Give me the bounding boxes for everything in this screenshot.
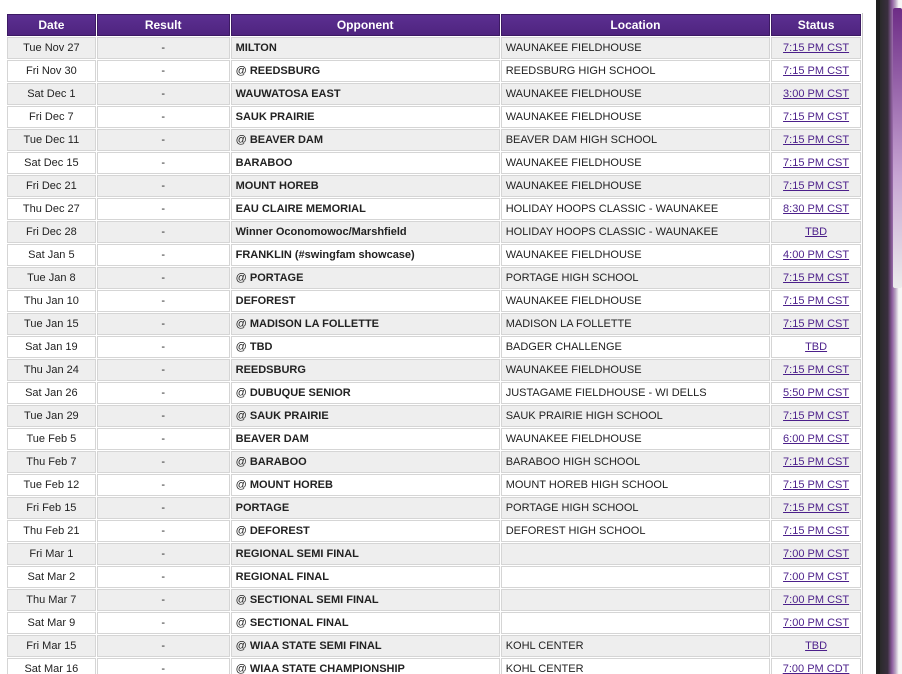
- game-opponent: [231, 175, 500, 197]
- game-date: Tue Jan 8: [7, 267, 96, 289]
- game-location: KOHL CENTER: [501, 635, 770, 657]
- status-link[interactable]: 7:15 PM CST: [783, 180, 850, 192]
- opponent-name: MILTON: [235, 42, 277, 54]
- game-result: -: [97, 497, 230, 519]
- game-result: -: [97, 37, 230, 59]
- away-marker: @: [235, 410, 250, 422]
- game-result: -: [97, 543, 230, 565]
- game-status: [771, 543, 861, 565]
- game-location: MADISON LA FOLLETTE: [501, 313, 770, 335]
- game-location: KOHL CENTER: [501, 658, 770, 674]
- game-date: Thu Mar 7: [7, 589, 96, 611]
- game-status: [771, 221, 861, 243]
- game-status: [771, 198, 861, 220]
- game-result: -: [97, 129, 230, 151]
- status-link[interactable]: 7:00 PM CST: [783, 571, 850, 583]
- game-date: Sat Dec 15: [7, 152, 96, 174]
- table-row: [7, 566, 861, 588]
- away-marker: @: [235, 525, 250, 537]
- table-row: [7, 290, 861, 312]
- opponent-name: BEAVER DAM: [235, 433, 309, 445]
- game-opponent: [231, 267, 500, 289]
- table-row: [7, 37, 861, 59]
- game-location: SAUK PRAIRIE HIGH SCHOOL: [501, 405, 770, 427]
- game-opponent: [231, 313, 500, 335]
- table-row: [7, 60, 861, 82]
- opponent-name: WIAA STATE SEMI FINAL: [249, 640, 382, 652]
- table-row: [7, 359, 861, 381]
- game-date: Fri Mar 1: [7, 543, 96, 565]
- table-row: [7, 658, 861, 674]
- game-result: -: [97, 336, 230, 358]
- game-opponent: [231, 382, 500, 404]
- away-marker: @: [235, 387, 250, 399]
- game-result: -: [97, 520, 230, 542]
- header-opponent: Opponent: [231, 14, 500, 36]
- game-result: -: [97, 474, 230, 496]
- table-row: [7, 129, 861, 151]
- game-date: Thu Jan 24: [7, 359, 96, 381]
- opponent-name: REGIONAL FINAL: [235, 571, 329, 583]
- game-opponent: [231, 221, 500, 243]
- opponent-name: MADISON LA FOLLETTE: [249, 318, 379, 330]
- table-row: [7, 221, 861, 243]
- game-location: JUSTAGAME FIELDHOUSE - WI DELLS: [501, 382, 770, 404]
- game-result: -: [97, 566, 230, 588]
- game-status: [771, 129, 861, 151]
- opponent-name: TBD: [249, 341, 273, 353]
- game-location: [501, 589, 770, 611]
- table-row: [7, 428, 861, 450]
- status-link[interactable]: 7:00 PM CST: [783, 548, 850, 560]
- game-status: [771, 566, 861, 588]
- game-opponent: [231, 543, 500, 565]
- game-result: -: [97, 106, 230, 128]
- game-location: [501, 543, 770, 565]
- table-row: [7, 83, 861, 105]
- opponent-name: REGIONAL SEMI FINAL: [235, 548, 359, 560]
- game-result: -: [97, 428, 230, 450]
- game-location: WAUNAKEE FIELDHOUSE: [501, 37, 770, 59]
- game-result: -: [97, 635, 230, 657]
- game-opponent: [231, 290, 500, 312]
- game-date: Fri Feb 15: [7, 497, 96, 519]
- away-marker: @: [235, 341, 250, 353]
- game-date: Thu Jan 10: [7, 290, 96, 312]
- game-location: [501, 612, 770, 634]
- game-result: -: [97, 267, 230, 289]
- game-result: -: [97, 83, 230, 105]
- status-link[interactable]: 7:15 PM CST: [783, 318, 850, 330]
- adjacent-window-accent: [893, 8, 902, 288]
- table-row: [7, 635, 861, 657]
- game-date: Sat Jan 5: [7, 244, 96, 266]
- status-link[interactable]: 7:15 PM CST: [783, 479, 850, 491]
- opponent-name: MOUNT HOREB: [235, 180, 319, 192]
- table-row: [7, 520, 861, 542]
- status-link[interactable]: 7:00 PM CST: [783, 617, 850, 629]
- game-result: -: [97, 60, 230, 82]
- game-opponent: [231, 359, 500, 381]
- table-row: [7, 336, 861, 358]
- opponent-name: BEAVER DAM: [249, 134, 323, 146]
- game-date: Sat Jan 19: [7, 336, 96, 358]
- opponent-name: SAUK PRAIRIE: [249, 410, 329, 422]
- status-link[interactable]: 4:00 PM CST: [783, 249, 850, 261]
- game-status: [771, 244, 861, 266]
- game-date: Sat Mar 9: [7, 612, 96, 634]
- game-opponent: [231, 244, 500, 266]
- game-status: [771, 589, 861, 611]
- game-location: BADGER CHALLENGE: [501, 336, 770, 358]
- opponent-name: WIAA STATE CHAMPIONSHIP: [249, 663, 405, 674]
- game-status: [771, 106, 861, 128]
- away-marker: @: [235, 479, 250, 491]
- status-link[interactable]: 7:00 PM CDT: [782, 663, 850, 674]
- game-opponent: [231, 106, 500, 128]
- status-link[interactable]: 7:15 PM CST: [783, 134, 850, 146]
- table-row: [7, 198, 861, 220]
- table-row: [7, 152, 861, 174]
- game-status: [771, 37, 861, 59]
- status-link[interactable]: 7:15 PM CST: [783, 295, 850, 307]
- game-location: HOLIDAY HOOPS CLASSIC - WAUNAKEE: [501, 198, 770, 220]
- status-link[interactable]: TBD: [805, 226, 828, 238]
- game-status: [771, 336, 861, 358]
- away-marker: @: [235, 640, 250, 652]
- away-marker: @: [235, 318, 250, 330]
- game-location: DEFOREST HIGH SCHOOL: [501, 520, 770, 542]
- schedule-body: [7, 37, 861, 674]
- game-location: REEDSBURG HIGH SCHOOL: [501, 60, 770, 82]
- game-opponent: [231, 566, 500, 588]
- table-row: [7, 451, 861, 473]
- game-result: -: [97, 198, 230, 220]
- status-link[interactable]: 7:15 PM CST: [783, 410, 850, 422]
- header-location: Location: [501, 14, 770, 36]
- table-row: [7, 474, 861, 496]
- game-date: Sat Mar 16: [7, 658, 96, 674]
- game-date: Fri Mar 15: [7, 635, 96, 657]
- status-link[interactable]: TBD: [805, 640, 828, 652]
- away-marker: @: [235, 272, 250, 284]
- game-location: WAUNAKEE FIELDHOUSE: [501, 175, 770, 197]
- game-result: -: [97, 359, 230, 381]
- game-date: Fri Nov 30: [7, 60, 96, 82]
- game-result: -: [97, 290, 230, 312]
- opponent-name: DUBUQUE SENIOR: [249, 387, 351, 399]
- status-link[interactable]: 7:15 PM CST: [783, 42, 850, 54]
- game-location: PORTAGE HIGH SCHOOL: [501, 267, 770, 289]
- game-date: Tue Nov 27: [7, 37, 96, 59]
- table-row: [7, 405, 861, 427]
- status-link[interactable]: 7:15 PM CST: [783, 111, 850, 123]
- game-opponent: [231, 60, 500, 82]
- opponent-name: FRANKLIN (#swingfam showcase): [235, 249, 415, 261]
- game-date: Tue Feb 12: [7, 474, 96, 496]
- game-result: -: [97, 612, 230, 634]
- game-status: [771, 635, 861, 657]
- game-opponent: [231, 451, 500, 473]
- opponent-name: Winner Oconomowoc/Marshfield: [235, 226, 407, 238]
- opponent-name: SECTIONAL SEMI FINAL: [249, 594, 379, 606]
- game-status: [771, 290, 861, 312]
- game-date: Tue Dec 11: [7, 129, 96, 151]
- game-location: WAUNAKEE FIELDHOUSE: [501, 244, 770, 266]
- game-status: [771, 497, 861, 519]
- opponent-name: DEFOREST: [235, 295, 296, 307]
- game-location: WAUNAKEE FIELDHOUSE: [501, 83, 770, 105]
- away-marker: @: [235, 134, 250, 146]
- game-status: [771, 359, 861, 381]
- opponent-name: BARABOO: [235, 157, 293, 169]
- game-location: WAUNAKEE FIELDHOUSE: [501, 359, 770, 381]
- status-link[interactable]: 7:15 PM CST: [783, 272, 850, 284]
- game-result: -: [97, 313, 230, 335]
- game-date: Sat Jan 26: [7, 382, 96, 404]
- game-opponent: [231, 198, 500, 220]
- game-date: Sat Dec 1: [7, 83, 96, 105]
- status-link[interactable]: 7:15 PM CST: [783, 364, 850, 376]
- away-marker: @: [235, 617, 250, 629]
- away-marker: @: [235, 663, 250, 674]
- game-result: -: [97, 382, 230, 404]
- game-opponent: [231, 152, 500, 174]
- game-opponent: [231, 405, 500, 427]
- status-link[interactable]: 7:15 PM CST: [783, 525, 850, 537]
- status-link[interactable]: 5:50 PM CST: [783, 387, 850, 399]
- opponent-name: SECTIONAL FINAL: [249, 617, 349, 629]
- game-status: [771, 83, 861, 105]
- table-row: [7, 382, 861, 404]
- game-status: [771, 428, 861, 450]
- opponent-name: DEFOREST: [249, 525, 310, 537]
- game-date: Sat Mar 2: [7, 566, 96, 588]
- game-result: -: [97, 658, 230, 674]
- opponent-name: REEDSBURG: [249, 65, 321, 77]
- opponent-name: SAUK PRAIRIE: [235, 111, 315, 123]
- table-row: [7, 543, 861, 565]
- game-result: -: [97, 451, 230, 473]
- opponent-name: REEDSBURG: [235, 364, 306, 376]
- game-status: [771, 520, 861, 542]
- game-result: -: [97, 221, 230, 243]
- game-date: Fri Dec 7: [7, 106, 96, 128]
- opponent-name: PORTAGE: [249, 272, 304, 284]
- game-location: PORTAGE HIGH SCHOOL: [501, 497, 770, 519]
- status-link[interactable]: 7:15 PM CST: [783, 456, 850, 468]
- game-opponent: [231, 520, 500, 542]
- game-result: -: [97, 405, 230, 427]
- header-result: Result: [97, 14, 230, 36]
- status-link[interactable]: 7:15 PM CST: [783, 157, 850, 169]
- game-location: BARABOO HIGH SCHOOL: [501, 451, 770, 473]
- game-location: [501, 566, 770, 588]
- header-date: Date: [7, 14, 96, 36]
- opponent-name: MOUNT HOREB: [249, 479, 333, 491]
- table-row: [7, 313, 861, 335]
- opponent-name: EAU CLAIRE MEMORIAL: [235, 203, 366, 215]
- table-row: [7, 244, 861, 266]
- game-status: [771, 658, 861, 674]
- table-row: [7, 589, 861, 611]
- game-opponent: [231, 428, 500, 450]
- game-date: Tue Jan 29: [7, 405, 96, 427]
- game-result: -: [97, 175, 230, 197]
- game-date: Fri Dec 28: [7, 221, 96, 243]
- game-status: [771, 612, 861, 634]
- game-status: [771, 267, 861, 289]
- game-opponent: [231, 474, 500, 496]
- game-opponent: [231, 37, 500, 59]
- status-link[interactable]: 3:00 PM CST: [783, 88, 850, 100]
- game-opponent: [231, 83, 500, 105]
- schedule-table: [6, 13, 863, 674]
- game-status: [771, 60, 861, 82]
- game-status: [771, 451, 861, 473]
- game-date: Tue Feb 5: [7, 428, 96, 450]
- status-link[interactable]: TBD: [805, 341, 828, 353]
- game-result: -: [97, 152, 230, 174]
- game-status: [771, 175, 861, 197]
- header-status: Status: [771, 14, 861, 36]
- opponent-name: PORTAGE: [235, 502, 290, 514]
- away-marker: @: [235, 456, 250, 468]
- game-opponent: [231, 612, 500, 634]
- game-result: -: [97, 589, 230, 611]
- game-opponent: [231, 129, 500, 151]
- game-date: Fri Dec 21: [7, 175, 96, 197]
- game-opponent: [231, 589, 500, 611]
- game-status: [771, 152, 861, 174]
- game-result: -: [97, 244, 230, 266]
- away-marker: @: [235, 594, 250, 606]
- game-opponent: [231, 635, 500, 657]
- table-row: [7, 175, 861, 197]
- status-link[interactable]: 8:30 PM CST: [783, 203, 850, 215]
- game-status: [771, 405, 861, 427]
- game-location: WAUNAKEE FIELDHOUSE: [501, 428, 770, 450]
- game-location: WAUNAKEE FIELDHOUSE: [501, 290, 770, 312]
- game-date: Thu Dec 27: [7, 198, 96, 220]
- game-location: WAUNAKEE FIELDHOUSE: [501, 152, 770, 174]
- status-link[interactable]: 6:00 PM CST: [783, 433, 850, 445]
- schedule-header-row: [7, 14, 861, 36]
- game-location: WAUNAKEE FIELDHOUSE: [501, 106, 770, 128]
- away-marker: @: [235, 65, 250, 77]
- game-status: [771, 382, 861, 404]
- table-row: [7, 106, 861, 128]
- status-link[interactable]: 7:00 PM CST: [783, 594, 850, 606]
- game-opponent: [231, 497, 500, 519]
- game-date: Thu Feb 21: [7, 520, 96, 542]
- game-location: HOLIDAY HOOPS CLASSIC - WAUNAKEE: [501, 221, 770, 243]
- game-date: Thu Feb 7: [7, 451, 96, 473]
- game-opponent: [231, 336, 500, 358]
- game-opponent: [231, 658, 500, 674]
- game-location: BEAVER DAM HIGH SCHOOL: [501, 129, 770, 151]
- game-status: [771, 474, 861, 496]
- status-link[interactable]: 7:15 PM CST: [783, 502, 850, 514]
- game-date: Tue Jan 15: [7, 313, 96, 335]
- table-row: [7, 267, 861, 289]
- status-link[interactable]: 7:15 PM CST: [783, 65, 850, 77]
- table-row: [7, 612, 861, 634]
- opponent-name: WAUWATOSA EAST: [235, 88, 341, 100]
- game-location: MOUNT HOREB HIGH SCHOOL: [501, 474, 770, 496]
- game-status: [771, 313, 861, 335]
- table-row: [7, 497, 861, 519]
- opponent-name: BARABOO: [249, 456, 307, 468]
